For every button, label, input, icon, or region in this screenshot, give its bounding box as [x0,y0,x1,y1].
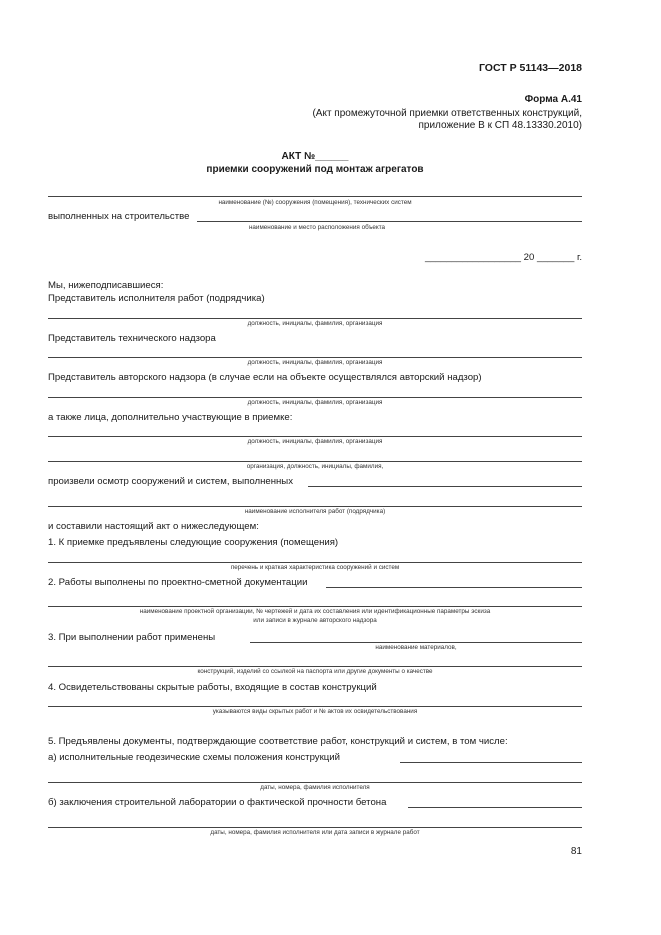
drew-up-label: и составили настоящий акт о нижеследующем: [48,521,259,532]
also-label: а также лица, дополнительно участвующие в приемке: [48,412,293,423]
caption-also-1: должность, инициалы, фамилия, организация [247,438,383,445]
inspected-label: произвели осмотр сооружений и систем, выполненных [48,476,294,487]
caption-also-2: организация, должность, инициалы, фамилия, [246,463,384,470]
rep-tech-line [48,357,582,358]
item2-line-inline [326,587,582,588]
rep-author-line [48,397,582,398]
caption-item4: указываются виды скрытых работ и № актов их освидетельствования [212,708,418,715]
rep-author-label: Представитель авторского надзора (в случае если на объекте осуществлялся авторский надзор) [48,372,482,383]
built-at-label: выполненных на строительстве [48,211,190,222]
caption-object-location: наименование и место расположения объекта [248,224,386,231]
item1-label: 1. К приемке предъявлены следующие сооружения (помещения) [48,537,339,548]
act-subtitle: приемки сооружений под монтаж агрегатов [206,164,424,175]
form-number: Форма А.41 [524,94,582,105]
item1-line [48,562,582,563]
item4-line [48,706,582,707]
caption-item1: перечень и краткая характеристика сооружений и систем [230,564,400,571]
caption-rep-contractor: должность, инициалы, фамилия, организация [247,320,383,327]
item4-label: 4. Освидетельствованы скрытые работы, входящие в состав конструкций [48,682,377,693]
item5a-line [48,782,582,783]
caption-item3-docs: конструкций, изделий со ссылкой на паспорта или другие документы о качестве [197,668,433,675]
contractor-name-line [48,506,582,507]
item3-label: 3. При выполнении работ применены [48,632,216,643]
standard-number: ГОСТ Р 51143—2018 [478,62,582,74]
page-number: 81 [570,846,582,857]
rep-tech-label: Представитель технического надзора [48,333,216,344]
rep-contractor-line [48,318,582,319]
item2-line [48,606,582,607]
caption-rep-author: должность, инициалы, фамилия, организация [247,399,383,406]
act-title: АКТ №______ [281,151,349,162]
item5b-label: б) заключения строительной лаборатории о фактической прочности бетона [48,797,387,808]
object-name-line [48,196,582,197]
form-note-line2: приложение В к СП 48.13330.2010) [418,120,582,131]
caption-item2-line1: наименование проектной организации, № чертежей и дата их составления или идентификационные параметры эскиза [139,608,491,615]
item5a-line-inline [400,762,582,763]
caption-item5b: даты, номера, фамилия исполнителя или дата записи в журнале работ [210,829,420,836]
caption-structure-name: наименование (№) сооружения (помещения), технических систем [218,199,412,206]
caption-item2-line2: или записи в журнале авторского надзора [253,617,377,624]
item3-line-inline [250,642,582,643]
item5b-line-inline [408,807,582,808]
also-line-1 [48,436,582,437]
item5b-line [48,827,582,828]
also-line-2 [48,461,582,462]
inspected-line [308,486,582,487]
item3-line [48,666,582,667]
caption-contractor-name: наименование исполнителя работ (подрядчика) [244,508,386,515]
caption-item5a: даты, номера, фамилия исполнителя [260,784,370,791]
caption-item3-materials: наименование материалов, [375,644,457,651]
built-at-line [197,221,582,222]
rep-contractor-label: Представитель исполнителя работ (подрядчика) [48,293,265,304]
date-line: __________________ 20 _______ г. [424,252,582,263]
form-note-line1: (Акт промежуточной приемки ответственных конструкций, [312,108,582,119]
item5a-label: а) исполнительные геодезические схемы положения конструкций [48,752,341,763]
item2-label: 2. Работы выполнены по проектно-сметной документации [48,577,308,588]
we-label: Мы, нижеподписавшиеся: [48,280,164,291]
caption-rep-tech: должность, инициалы, фамилия, организация [247,359,383,366]
item5-label: 5. Предъявлены документы, подтверждающие соответствие работ, конструкций и систем, в том числе: [48,736,508,747]
